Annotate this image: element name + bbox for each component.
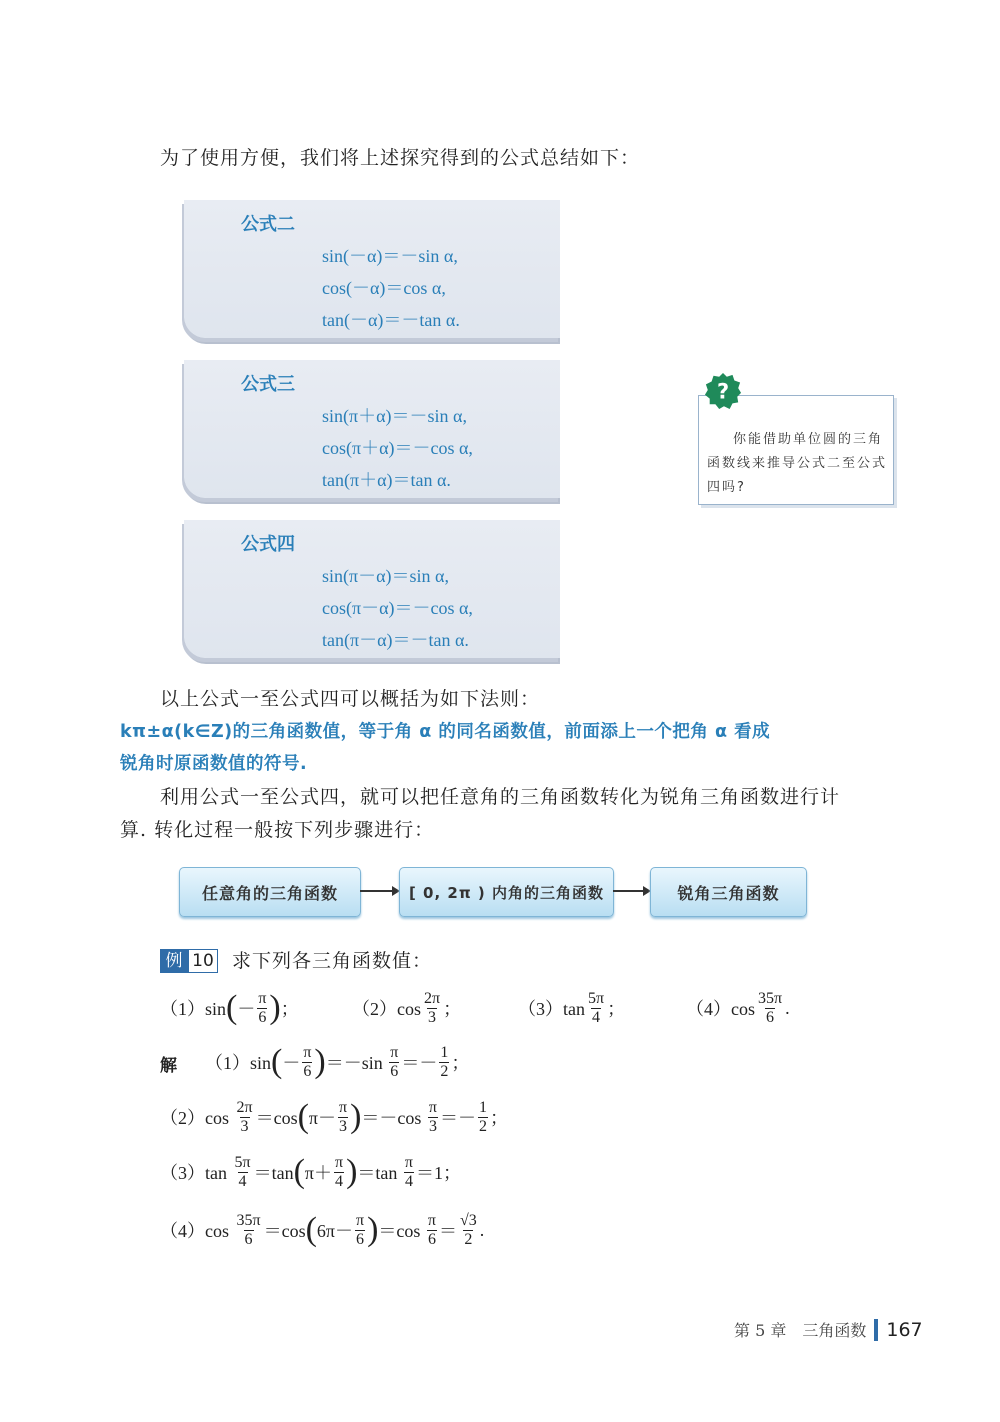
flow-box-acute: 锐角三角函数 xyxy=(650,867,807,917)
formula-line: sin(－α)＝－sin α, xyxy=(322,246,458,266)
flow-box-any-angle: 任意角的三角函数 xyxy=(179,867,361,917)
formula-title: 公式四 xyxy=(241,534,295,555)
rule-line-2: 锐角时原函数值的符号. xyxy=(120,754,308,774)
solution-4: （4）cos $\frac{35\pi}{6}$ ＝cos ( 6π－ $\frac{\pi}{6}$ ) ＝cos $\frac{\pi}{6}$ ＝ $\frac{√3}{2}$ . xyxy=(160,1211,485,1248)
flow-box-0-2pi: [ 0, 2π ) 内角的三角函数 xyxy=(399,867,614,917)
usage-line-2: 算. 转化过程一般按下列步骤进行： xyxy=(120,819,435,841)
formula-title: 公式二 xyxy=(241,214,295,235)
footer-divider xyxy=(874,1319,878,1341)
solution-2: （2）cos $\frac{2\pi}{3}$ ＝cos ( π－ $\frac{\pi}{3}$ ) ＝－cos $\frac{\pi}{3}$ ＝－ $\frac{1}{2}$ ； xyxy=(160,1098,508,1135)
formula-line: cos(π＋α)＝－cos α, xyxy=(322,438,473,458)
formula-line: tan(－α)＝－tan α. xyxy=(322,310,460,330)
formula-line: sin(π＋α)＝－sin α, xyxy=(322,406,467,426)
formula-line: tan(π＋α)＝tan α. xyxy=(322,470,451,490)
solution-label: 解 xyxy=(160,1056,177,1076)
note-text: 你能借助单位圆的三角函数线来推导公式二至公式四吗? xyxy=(707,432,888,495)
example-q4: （4）cos $\frac{35\pi}{6}$ . xyxy=(686,989,790,1026)
example-q3: （3）tan $\frac{5\pi}{4}$ ； xyxy=(518,989,626,1026)
example-q1: （1）sin ( － $\frac{\pi}{6}$ ) ； xyxy=(160,989,299,1026)
example-tag xyxy=(160,949,218,973)
example-number: 10 xyxy=(188,949,218,973)
formula-box-4 xyxy=(184,520,560,658)
example-prompt: 求下列各三角函数值： xyxy=(232,950,433,972)
formula-line: tan(π－α)＝－tan α. xyxy=(322,630,469,650)
page-footer xyxy=(734,1318,923,1341)
page-number: 167 xyxy=(886,1318,923,1341)
flow-arrow-icon xyxy=(613,890,649,892)
formula-line: cos(π－α)＝－cos α, xyxy=(322,598,473,618)
think-note xyxy=(698,395,894,505)
solution-1: （1）sin ( － $\frac{\pi}{6}$ ) ＝－sin $\frac{\pi}{6}$ ＝－ $\frac{1}{2}$ ； xyxy=(205,1043,470,1080)
example-label: 例 xyxy=(160,949,188,973)
rule-line-1: kπ±α(k∈Z)的三角函数值，等于角 α 的同名函数值，前面添上一个把角 α 看成 xyxy=(120,722,771,742)
flow-arrow-icon xyxy=(360,890,398,892)
question-badge-icon xyxy=(704,372,742,410)
solution-3: （3）tan $\frac{5\pi}{4}$ ＝tan ( π＋ $\frac{\pi}{4}$ ) ＝tan $\frac{\pi}{4}$ ＝1； xyxy=(160,1153,461,1190)
intro-text: 为了使用方便，我们将上述探究得到的公式总结如下： xyxy=(160,147,641,169)
example-q2: （2）cos $\frac{2\pi}{3}$ ； xyxy=(352,989,462,1026)
formula-box-2 xyxy=(184,200,560,338)
svg-text:?: ? xyxy=(716,379,730,404)
usage-line-1: 利用公式一至公式四，就可以把任意角的三角函数转化为锐角三角函数进行计 xyxy=(160,786,841,808)
summary-intro: 以上公式一至公式四可以概括为如下法则： xyxy=(160,688,541,710)
formula-box-3 xyxy=(184,360,560,498)
chapter-label: 第 5 章 三角函数 xyxy=(734,1321,867,1340)
formula-title: 公式三 xyxy=(241,374,295,395)
formula-line: sin(π－α)＝sin α, xyxy=(322,566,449,586)
formula-line: cos(－α)＝cos α, xyxy=(322,278,446,298)
